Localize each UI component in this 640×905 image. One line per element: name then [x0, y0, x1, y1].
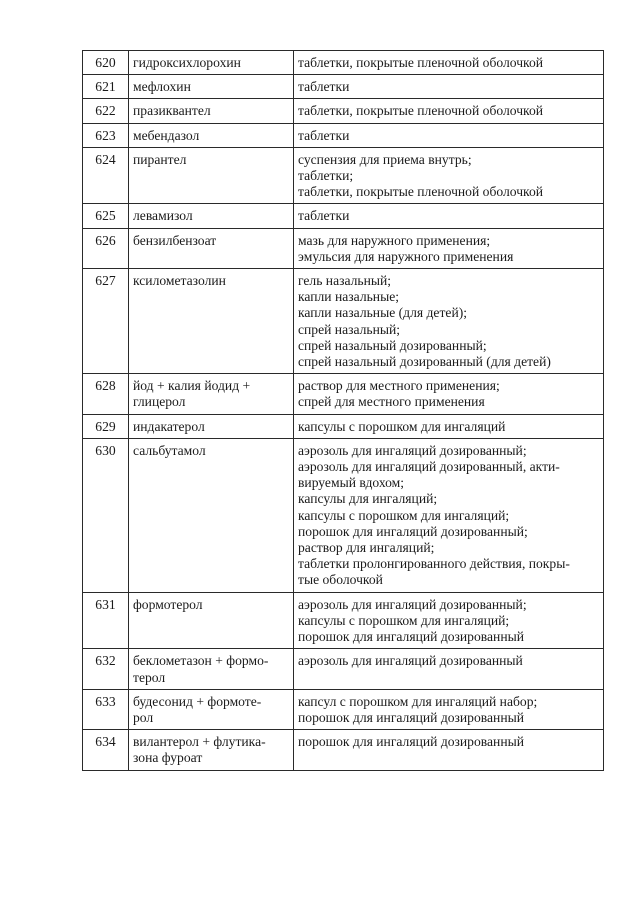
dosage-form-line: спрей для местного применения	[298, 394, 485, 410]
drug-name-line: празиквантел	[133, 103, 211, 119]
table-row	[83, 374, 604, 414]
table-row	[83, 123, 604, 147]
dosage-form-line: капсулы с порошком для ингаляций;	[298, 507, 510, 523]
row-number: 628	[83, 374, 129, 414]
dosage-form-line: таблетки	[298, 208, 350, 224]
drug-name-line: йод + калия йодид +	[133, 378, 251, 394]
row-number: 630	[83, 438, 129, 592]
dosage-form-line: мазь для наружного применения;	[298, 232, 491, 248]
dosage-form-line: таблетки;	[298, 168, 354, 184]
drug-name-line: ксилометазолин	[133, 273, 226, 289]
drug-name-line: будесонид + формоте-	[133, 693, 262, 709]
dosage-form-cell	[294, 228, 604, 268]
drug-name-line: мебендазол	[133, 127, 200, 143]
dosage-form-cell	[294, 147, 604, 204]
dosage-form-line: таблетки, покрытые пленочной оболочкой	[298, 103, 544, 119]
dosage-form-line: капсулы для ингаляций;	[298, 491, 438, 507]
row-number: 629	[83, 414, 129, 438]
dosage-form-cell	[294, 649, 604, 689]
dosage-form-line: таблетки	[298, 79, 350, 95]
row-number: 626	[83, 228, 129, 268]
dosage-form-cell	[294, 75, 604, 99]
drug-name-line: индакатерол	[133, 418, 205, 434]
table-row	[83, 730, 604, 770]
row-number: 631	[83, 592, 129, 649]
dosage-form-line: тые оболочкой	[298, 572, 383, 588]
table-row	[83, 649, 604, 689]
dosage-form-line: вируемый вдохом;	[298, 475, 405, 491]
dosage-form-cell	[294, 414, 604, 438]
row-number: 625	[83, 204, 129, 228]
drug-name-line: глицерол	[133, 394, 186, 410]
table-row	[83, 689, 604, 729]
table-row	[83, 592, 604, 649]
dosage-form-line: таблетки, покрытые пленочной оболочкой	[298, 55, 544, 70]
table-row	[83, 414, 604, 438]
table-row	[83, 99, 604, 123]
dosage-form-line: таблетки пролонгированного действия, покры-	[298, 556, 570, 572]
drug-name-cell	[129, 438, 294, 592]
row-number: 627	[83, 269, 129, 374]
drug-name-cell	[129, 414, 294, 438]
dosage-form-line: аэрозоль для ингаляций дозированный;	[298, 442, 527, 458]
drug-name-cell	[129, 374, 294, 414]
drug-name-line: зона фуроат	[133, 750, 203, 766]
dosage-form-line: порошок для ингаляций дозированный;	[298, 523, 528, 539]
row-number: 623	[83, 123, 129, 147]
dosage-form-line: спрей назальный дозированный (для детей)	[298, 354, 551, 370]
drug-name-line: рол	[133, 709, 154, 725]
drug-name-cell	[129, 123, 294, 147]
row-number: 622	[83, 99, 129, 123]
dosage-form-line: аэрозоль для ингаляций дозированный	[298, 653, 523, 669]
drug-name-line: мефлохин	[133, 79, 191, 95]
drug-name-cell	[129, 147, 294, 204]
drug-name-cell	[129, 730, 294, 770]
table-row	[83, 269, 604, 374]
dosage-form-line: капсулы с порошком для ингаляций;	[298, 612, 510, 628]
document-page	[82, 50, 604, 771]
dosage-form-line: аэрозоль для ингаляций дозированный;	[298, 596, 527, 612]
dosage-form-line: спрей назальный;	[298, 321, 401, 337]
drug-name-cell	[129, 689, 294, 729]
dosage-form-cell	[294, 438, 604, 592]
dosage-form-cell	[294, 730, 604, 770]
drug-name-line: бензилбензоат	[133, 232, 217, 248]
table-body	[83, 51, 604, 771]
row-number: 620	[83, 51, 129, 75]
dosage-form-line: таблетки	[298, 127, 350, 143]
dosage-form-line: спрей назальный дозированный;	[298, 337, 487, 353]
dosage-form-line: порошок для ингаляций дозированный	[298, 734, 525, 750]
dosage-form-line: капсулы с порошком для ингаляций	[298, 418, 506, 434]
drug-name-line: левамизол	[133, 208, 193, 224]
table-row	[83, 228, 604, 268]
dosage-form-cell	[294, 374, 604, 414]
dosage-form-line: аэрозоль для ингаляций дозированный, акти-	[298, 459, 560, 475]
dosage-form-line: раствор для местного применения;	[298, 378, 500, 394]
dosage-form-line: эмульсия для наружного применения	[298, 248, 514, 264]
table-row	[83, 147, 604, 204]
drug-table	[82, 50, 604, 771]
dosage-form-cell	[294, 99, 604, 123]
drug-name-cell	[129, 228, 294, 268]
drug-name-line: гидроксихлорохин	[133, 55, 241, 70]
drug-name-cell	[129, 269, 294, 374]
dosage-form-line: капли назальные (для детей);	[298, 305, 468, 321]
drug-name-cell	[129, 649, 294, 689]
drug-name-line: беклометазон + формо-	[133, 653, 269, 669]
row-number: 634	[83, 730, 129, 770]
row-number: 633	[83, 689, 129, 729]
table-row	[83, 204, 604, 228]
dosage-form-line: гель назальный;	[298, 273, 392, 289]
drug-name-line: терол	[133, 669, 166, 685]
table-row	[83, 438, 604, 592]
drug-name-line: пирантел	[133, 151, 187, 167]
drug-name-cell	[129, 592, 294, 649]
dosage-form-cell	[294, 592, 604, 649]
dosage-form-cell	[294, 51, 604, 75]
dosage-form-line: раствор для ингаляций;	[298, 540, 435, 556]
drug-name-line: формотерол	[133, 596, 203, 612]
row-number: 632	[83, 649, 129, 689]
dosage-form-line: порошок для ингаляций дозированный	[298, 629, 525, 645]
dosage-form-line: порошок для ингаляций дозированный	[298, 709, 525, 725]
dosage-form-cell	[294, 689, 604, 729]
drug-name-cell	[129, 99, 294, 123]
drug-name-line: сальбутамол	[133, 442, 206, 458]
dosage-form-line: суспензия для приема внутрь;	[298, 151, 472, 167]
table-row	[83, 75, 604, 99]
drug-name-cell	[129, 51, 294, 75]
drug-name-cell	[129, 204, 294, 228]
row-number: 624	[83, 147, 129, 204]
dosage-form-cell	[294, 269, 604, 374]
dosage-form-cell	[294, 123, 604, 147]
drug-name-line: вилантерол + флутика-	[133, 734, 266, 750]
drug-name-cell	[129, 75, 294, 99]
dosage-form-cell	[294, 204, 604, 228]
dosage-form-line: капсул с порошком для ингаляций набор;	[298, 693, 538, 709]
dosage-form-line: капли назальные;	[298, 289, 400, 305]
table-row	[83, 51, 604, 75]
dosage-form-line: таблетки, покрытые пленочной оболочкой	[298, 184, 544, 200]
row-number: 621	[83, 75, 129, 99]
